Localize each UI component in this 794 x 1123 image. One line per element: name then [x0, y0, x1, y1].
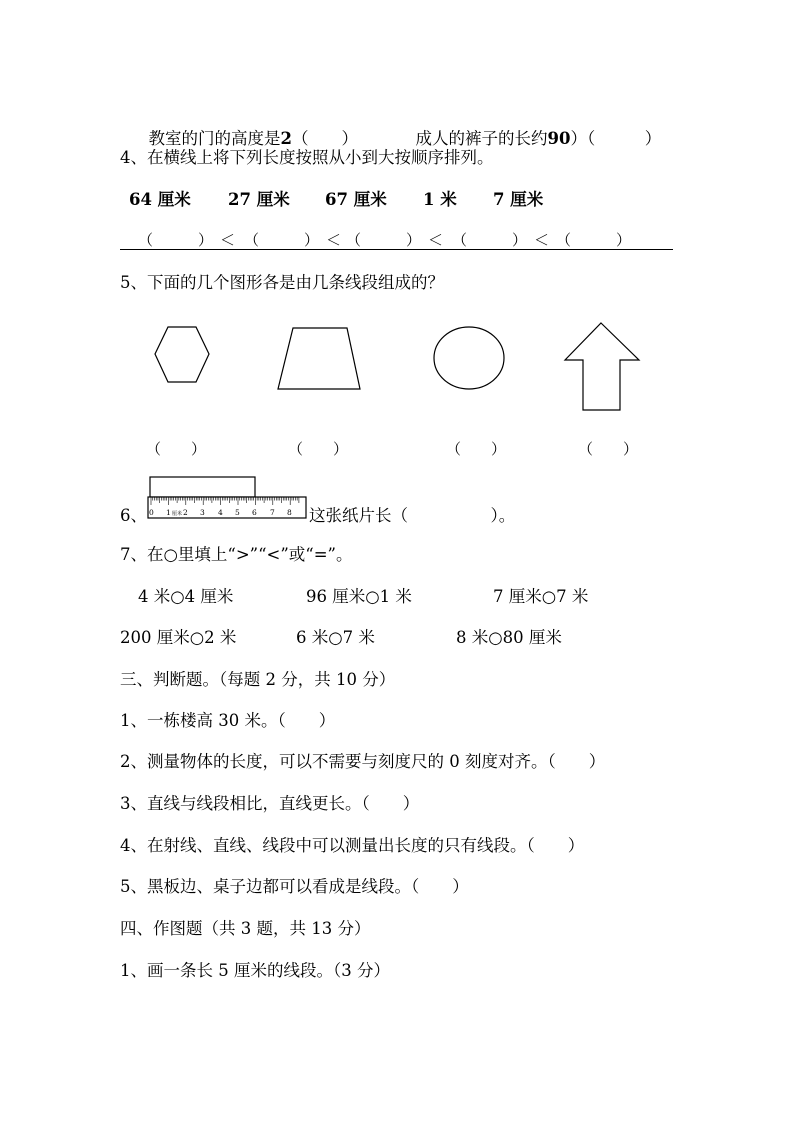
judge-item-5: 5、黑板边、桌子边都可以看成是线段。（ ） — [120, 877, 469, 896]
q7-r2-c1: 200 厘米○2 米 — [120, 628, 237, 647]
q5-answer-trapezoid: （ ） — [288, 440, 349, 458]
hexagon-shape — [155, 327, 209, 382]
ruler-label-5: 5 — [235, 508, 240, 517]
q4-item-2: 27 厘米 — [228, 190, 290, 209]
ruler-label-1: 1 — [166, 508, 171, 517]
judge-item-4: 4、在射线、直线、线段中可以测量出长度的只有线段。（ ） — [120, 836, 585, 855]
judge-item-1: 1、一栋楼高 30 米。（ ） — [120, 711, 336, 730]
paper-strip — [150, 477, 255, 497]
section-3-title: 三、判断题。（每题 2 分，共 10 分） — [120, 670, 396, 689]
q4-blank-1: （ ） — [138, 231, 214, 249]
q6-text: 这张纸片长（ ）。 — [309, 506, 516, 525]
pants-length-blank: ）（ ） — [570, 129, 662, 148]
pants-length-text: 成人的裤子的长约 — [415, 129, 548, 148]
ruler-label-2: 2 — [183, 508, 188, 517]
q4-item-1: 64 厘米 — [129, 190, 191, 209]
q5-answer-hexagon: （ ） — [146, 440, 207, 458]
q7-r1-c3: 7 厘米○7 米 — [493, 587, 589, 606]
section-4-title: 四、作图题（共 3 题，共 13 分） — [120, 919, 371, 938]
ruler-label-0: 0 — [149, 508, 154, 517]
ruler-unit: 厘米 — [172, 511, 183, 517]
door-height-blank: （ ） — [291, 129, 358, 148]
ruler-label-7: 7 — [270, 508, 275, 517]
q6-prefix: 6、 — [120, 506, 147, 525]
door-height-text: 教室的门的高度是 — [148, 129, 281, 148]
ellipse-shape — [434, 327, 504, 389]
q4-blank-4: （ ） — [452, 231, 528, 249]
q4-lt-1: ＜ — [220, 231, 236, 249]
ruler-label-6: 6 — [252, 508, 257, 517]
ruler-figure — [146, 476, 310, 522]
judge-item-3: 3、直线与线段相比，直线更长。（ ） — [120, 794, 420, 813]
q4-item-5: 7 厘米 — [493, 190, 544, 209]
q5-text: 5、下面的几个图形各是由几条线段组成的？ — [120, 273, 444, 292]
ruler-label-3: 3 — [200, 508, 205, 517]
q4-blank-3: （ ） — [346, 231, 422, 249]
q7-text: 7、在○里填上“>”“<”或“=”。 — [120, 545, 353, 564]
ruler-label-4: 4 — [218, 508, 223, 517]
ruler-label-8: 8 — [287, 508, 292, 517]
q4-lt-3: ＜ — [428, 231, 444, 249]
q7-r1-c2: 96 厘米○1 米 — [306, 587, 412, 606]
door-height-number: 2 — [280, 129, 292, 148]
q7-r1-c1: 4 米○4 厘米 — [138, 587, 234, 606]
draw-item-1: 1、画一条长 5 厘米的线段。（3 分） — [120, 961, 390, 980]
q5-shapes — [0, 0, 794, 460]
q5-answer-arrow: （ ） — [578, 440, 639, 458]
judge-item-2: 2、测量物体的长度，可以不需要与刻度尺的 0 刻度对齐。（ ） — [120, 752, 606, 771]
q4-lt-2: ＜ — [326, 231, 342, 249]
q4-text: 4、在横线上将下列长度按照从小到大按顺序排列。 — [120, 148, 494, 167]
q4-item-4: 1 米 — [423, 190, 457, 209]
pants-length-number: 90 — [547, 129, 571, 148]
q4-lt-4: ＜ — [534, 231, 550, 249]
trapezoid-shape — [278, 328, 360, 389]
q4-item-3: 67 厘米 — [325, 190, 387, 209]
q7-r2-c2: 6 米○7 米 — [296, 628, 375, 647]
arrow-shape — [565, 323, 639, 410]
q7-r2-c3: 8 米○80 厘米 — [456, 628, 562, 647]
q5-answer-ellipse: （ ） — [446, 440, 507, 458]
q4-blank-5: （ ） — [556, 231, 632, 249]
q4-blank-2: （ ） — [244, 231, 320, 249]
